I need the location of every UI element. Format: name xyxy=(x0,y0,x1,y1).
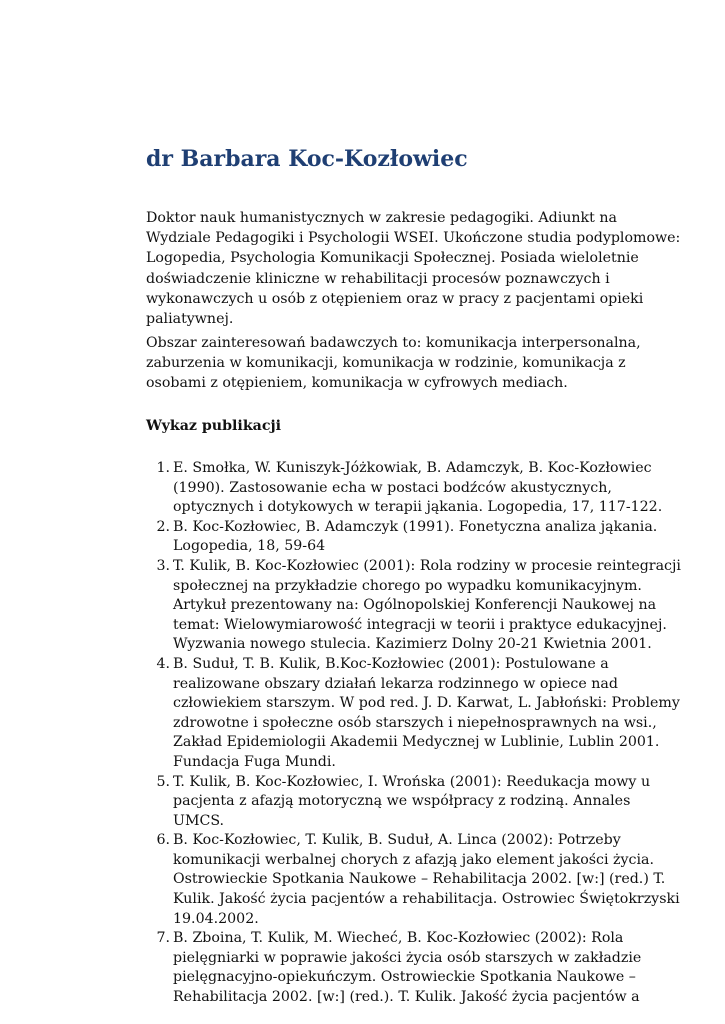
publication-text: B. Zboina, T. Kulik, M. Wiecheć, B. Koc-Kozłowiec (2002): Rola pielęgniarki w poprawie jakości życia osób starszych w zakładzie pielęgnacyjno-opiekuńczym. Ostrowieckie Spotkania Naukowe –Rehabilitacja 2002. [w:] (red.). T. Kulik. Jakość życia pacjentów a xyxy=(173,930,642,1006)
publication-item xyxy=(146,518,681,557)
publication-number: 3. xyxy=(156,557,170,574)
publication-item xyxy=(146,459,681,518)
publication-item xyxy=(146,831,681,929)
publication-item xyxy=(146,929,681,1007)
publication-number: 6. xyxy=(156,832,170,849)
publication-text: B. Suduł, T. B. Kulik, B.Koc-Kozłowiec (2001): Postulowane a realizowane obszary działań lekarza rodzinnego w opiece nad człowiekiem starszym. W pod red. J. D. Karwat, L. Jabłoński: Problemy zdrowotne i społeczne osób starszych i niepełnosprawnych na wsi., Zakład Epidemiologii Akademii Medycznej w Lublinie, Lublin 2001. Fundacja Fuga Mundi. xyxy=(173,655,680,770)
publication-text: B. Koc-Kozłowiec, B. Adamczyk (1991). Fonetyczna analiza jąkania. Logopedia, 18, 59-64 xyxy=(173,518,658,555)
publication-number: 7. xyxy=(156,930,170,947)
publications-heading: Wykaz publikacji xyxy=(146,418,282,434)
publication-item xyxy=(146,557,681,655)
research-interests-paragraph: Obszar zainteresowań badawczych to: komunikacja interpersonalna, zaburzenia w komunikacji, komunikacja w rodzinie, komunikacja z osobami z otępieniem, komunikacja w cyfrowych mediach. xyxy=(146,335,641,392)
publication-number: 5. xyxy=(156,773,170,790)
publications-list xyxy=(146,459,681,1008)
publication-number: 2. xyxy=(156,518,170,535)
page-title: dr Barbara Koc-Kozłowiec xyxy=(146,146,468,172)
publication-item xyxy=(146,655,681,773)
publication-text: E. Smołka, W. Kuniszyk-Jóżkowiak, B. Adamczyk, B. Koc-Kozłowiec (1990). Zastosowanie echa w postaci bodźców akustycznych, optycznych i dotykowych w terapii jąkania. Logopedia, 17, 117-122. xyxy=(173,460,663,516)
publication-text: B. Koc-Kozłowiec, T. Kulik, B. Suduł, A. Linca (2002): Potrzeby komunikacji werbalnej chorych z afazją jako element jakości życia. Ostrowieckie Spotkania Naukowe – Rehabilitacja 2002. [w:] (red.) T. Kulik. Jakość życia pacjentów a rehabilitacja. Ostrowiec Świętokrzyski 19.04.2002. xyxy=(173,832,680,927)
publication-text: T. Kulik, B. Koc-Kozłowiec, I. Wrońska (2001): Reedukacja mowy u pacjenta z afazją motoryczną we współpracy z rodziną. Annales UMCS. xyxy=(173,773,651,829)
publication-number: 4. xyxy=(156,655,170,672)
publication-number: 1. xyxy=(156,460,170,476)
publication-item xyxy=(146,773,681,832)
bio-paragraph: Doktor nauk humanistycznych w zakresie pedagogiki. Adiunkt na Wydziale Pedagogiki i Psychologii WSEI. Ukończone studia podyplomowe: Logopedia, Psychologia Komunikacji Społecznej. Posiada wieloletnie doświadczenie kliniczne w rehabilitacji procesów poznawczych i wykonawczych u osób z otępieniem oraz w pracy z pacjentami opieki paliatywnej. xyxy=(146,210,681,328)
publication-text: T. Kulik, B. Koc-Kozłowiec (2001): Rola rodziny w procesie reintegracji społecznej na przykładzie chorego po wypadku komunikacyjnym. Artykuł prezentowany na: Ogólnopolskiej Konferencji Naukowej na temat: Wielowymiarowość integracji w teorii i praktyce edukacyjnej. Wyzwania nowego stulecia. Kazimierz Dolny 20-21 Kwietnia 2001. xyxy=(173,557,681,653)
